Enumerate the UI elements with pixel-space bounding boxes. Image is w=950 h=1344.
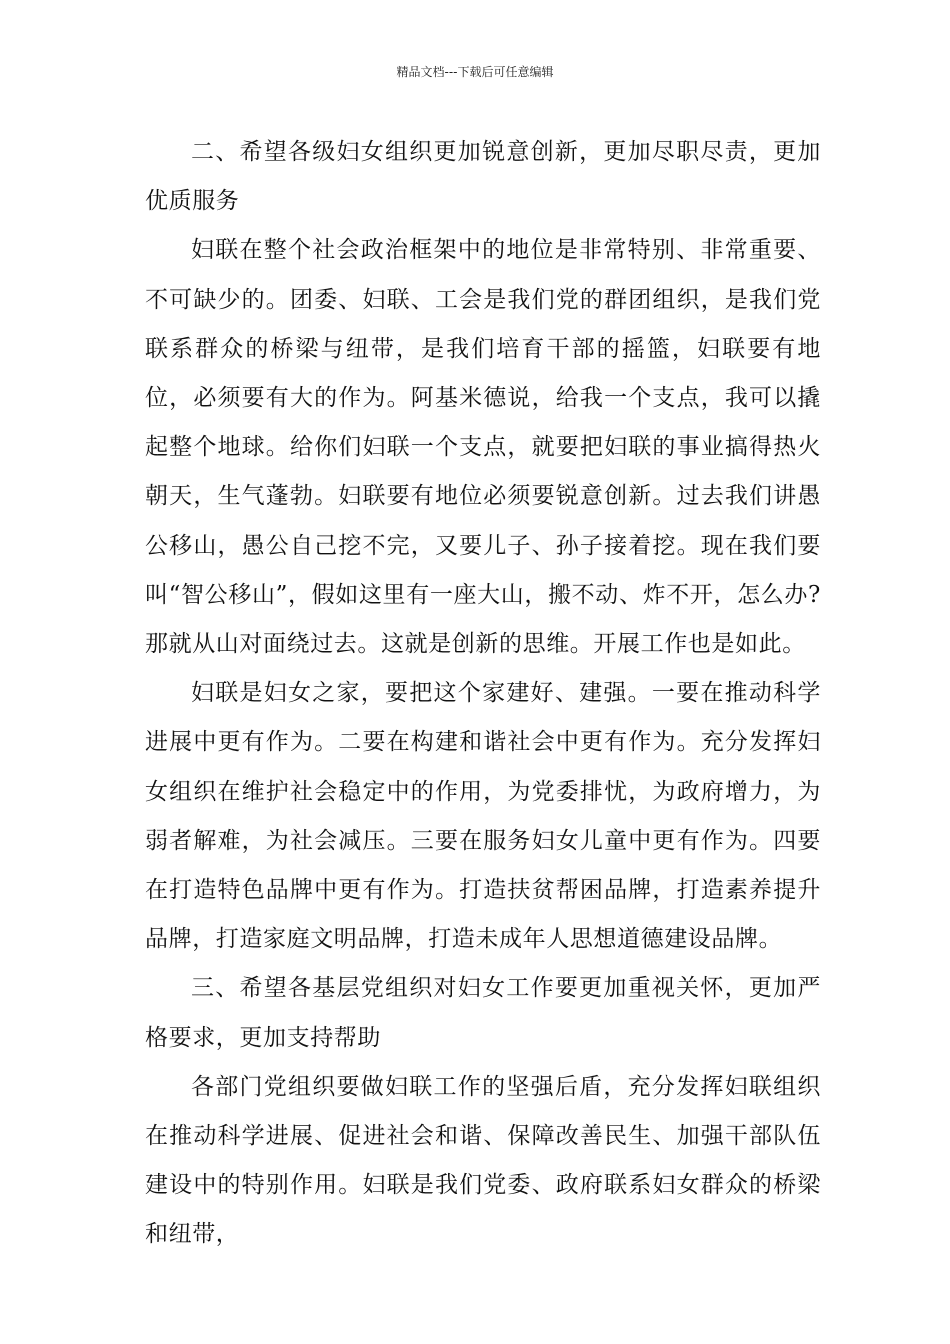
section-heading-two: 二、希望各级妇女组织更加锐意创新，更加尽职尽责，更加优质服务	[145, 139, 821, 215]
document-body	[145, 128, 821, 1260]
section-heading-three: 三、希望各基层党组织对妇女工作要更加重视关怀，更加严格要求，更加支持帮助	[145, 975, 821, 1051]
paragraph-home-of-women: 妇联是妇女之家，要把这个家建好、建强。一要在推动科学进展中更有作为。二要在构建和谐社会中更有作为。充分发挥妇女组织在维护社会稳定中的作用，为党委排忧，为政府增力，为弱者解难，为社会减压。三要在服务妇女儿童中更有作为。四要在打造特色品牌中更有作为。打造扶贫帮困品牌，打造素养提升品牌，打造家庭文明品牌，打造未成年人思想道德建设品牌。	[145, 680, 821, 953]
paragraph-party-support: 各部门党组织要做妇联工作的坚强后盾，充分发挥妇联组织在推动科学进展、促进社会和谐、保障改善民生、加强干部队伍建设中的特别作用。妇联是我们党委、政府联系妇女群众的桥梁和纽带，	[145, 1073, 821, 1248]
paragraph-status-of-womens-federation: 妇联在整个社会政治框架中的地位是非常特别、非常重要、不可缺少的。团委、妇联、工会是我们党的群团组织，是我们党联系群众的桥梁与纽带，是我们培育干部的摇篮，妇联要有地位，必须要有大的作为。阿基米德说，给我一个支点，我可以撬起整个地球。给你们妇联一个支点，就要把妇联的事业搞得热火朝天，生气蓬勃。妇联要有地位必须要锐意创新。过去我们讲愚公移山，愚公自己挖不完，又要儿子、孙子接着挖。现在我们要叫“智公移山”，假如这里有一座大山，搬不动、炸不开，怎么办?那就从山对面绕过去。这就是创新的思维。开展工作也是如此。	[145, 237, 821, 658]
page-header: 精品文档---下载后可任意编辑	[396, 65, 554, 79]
